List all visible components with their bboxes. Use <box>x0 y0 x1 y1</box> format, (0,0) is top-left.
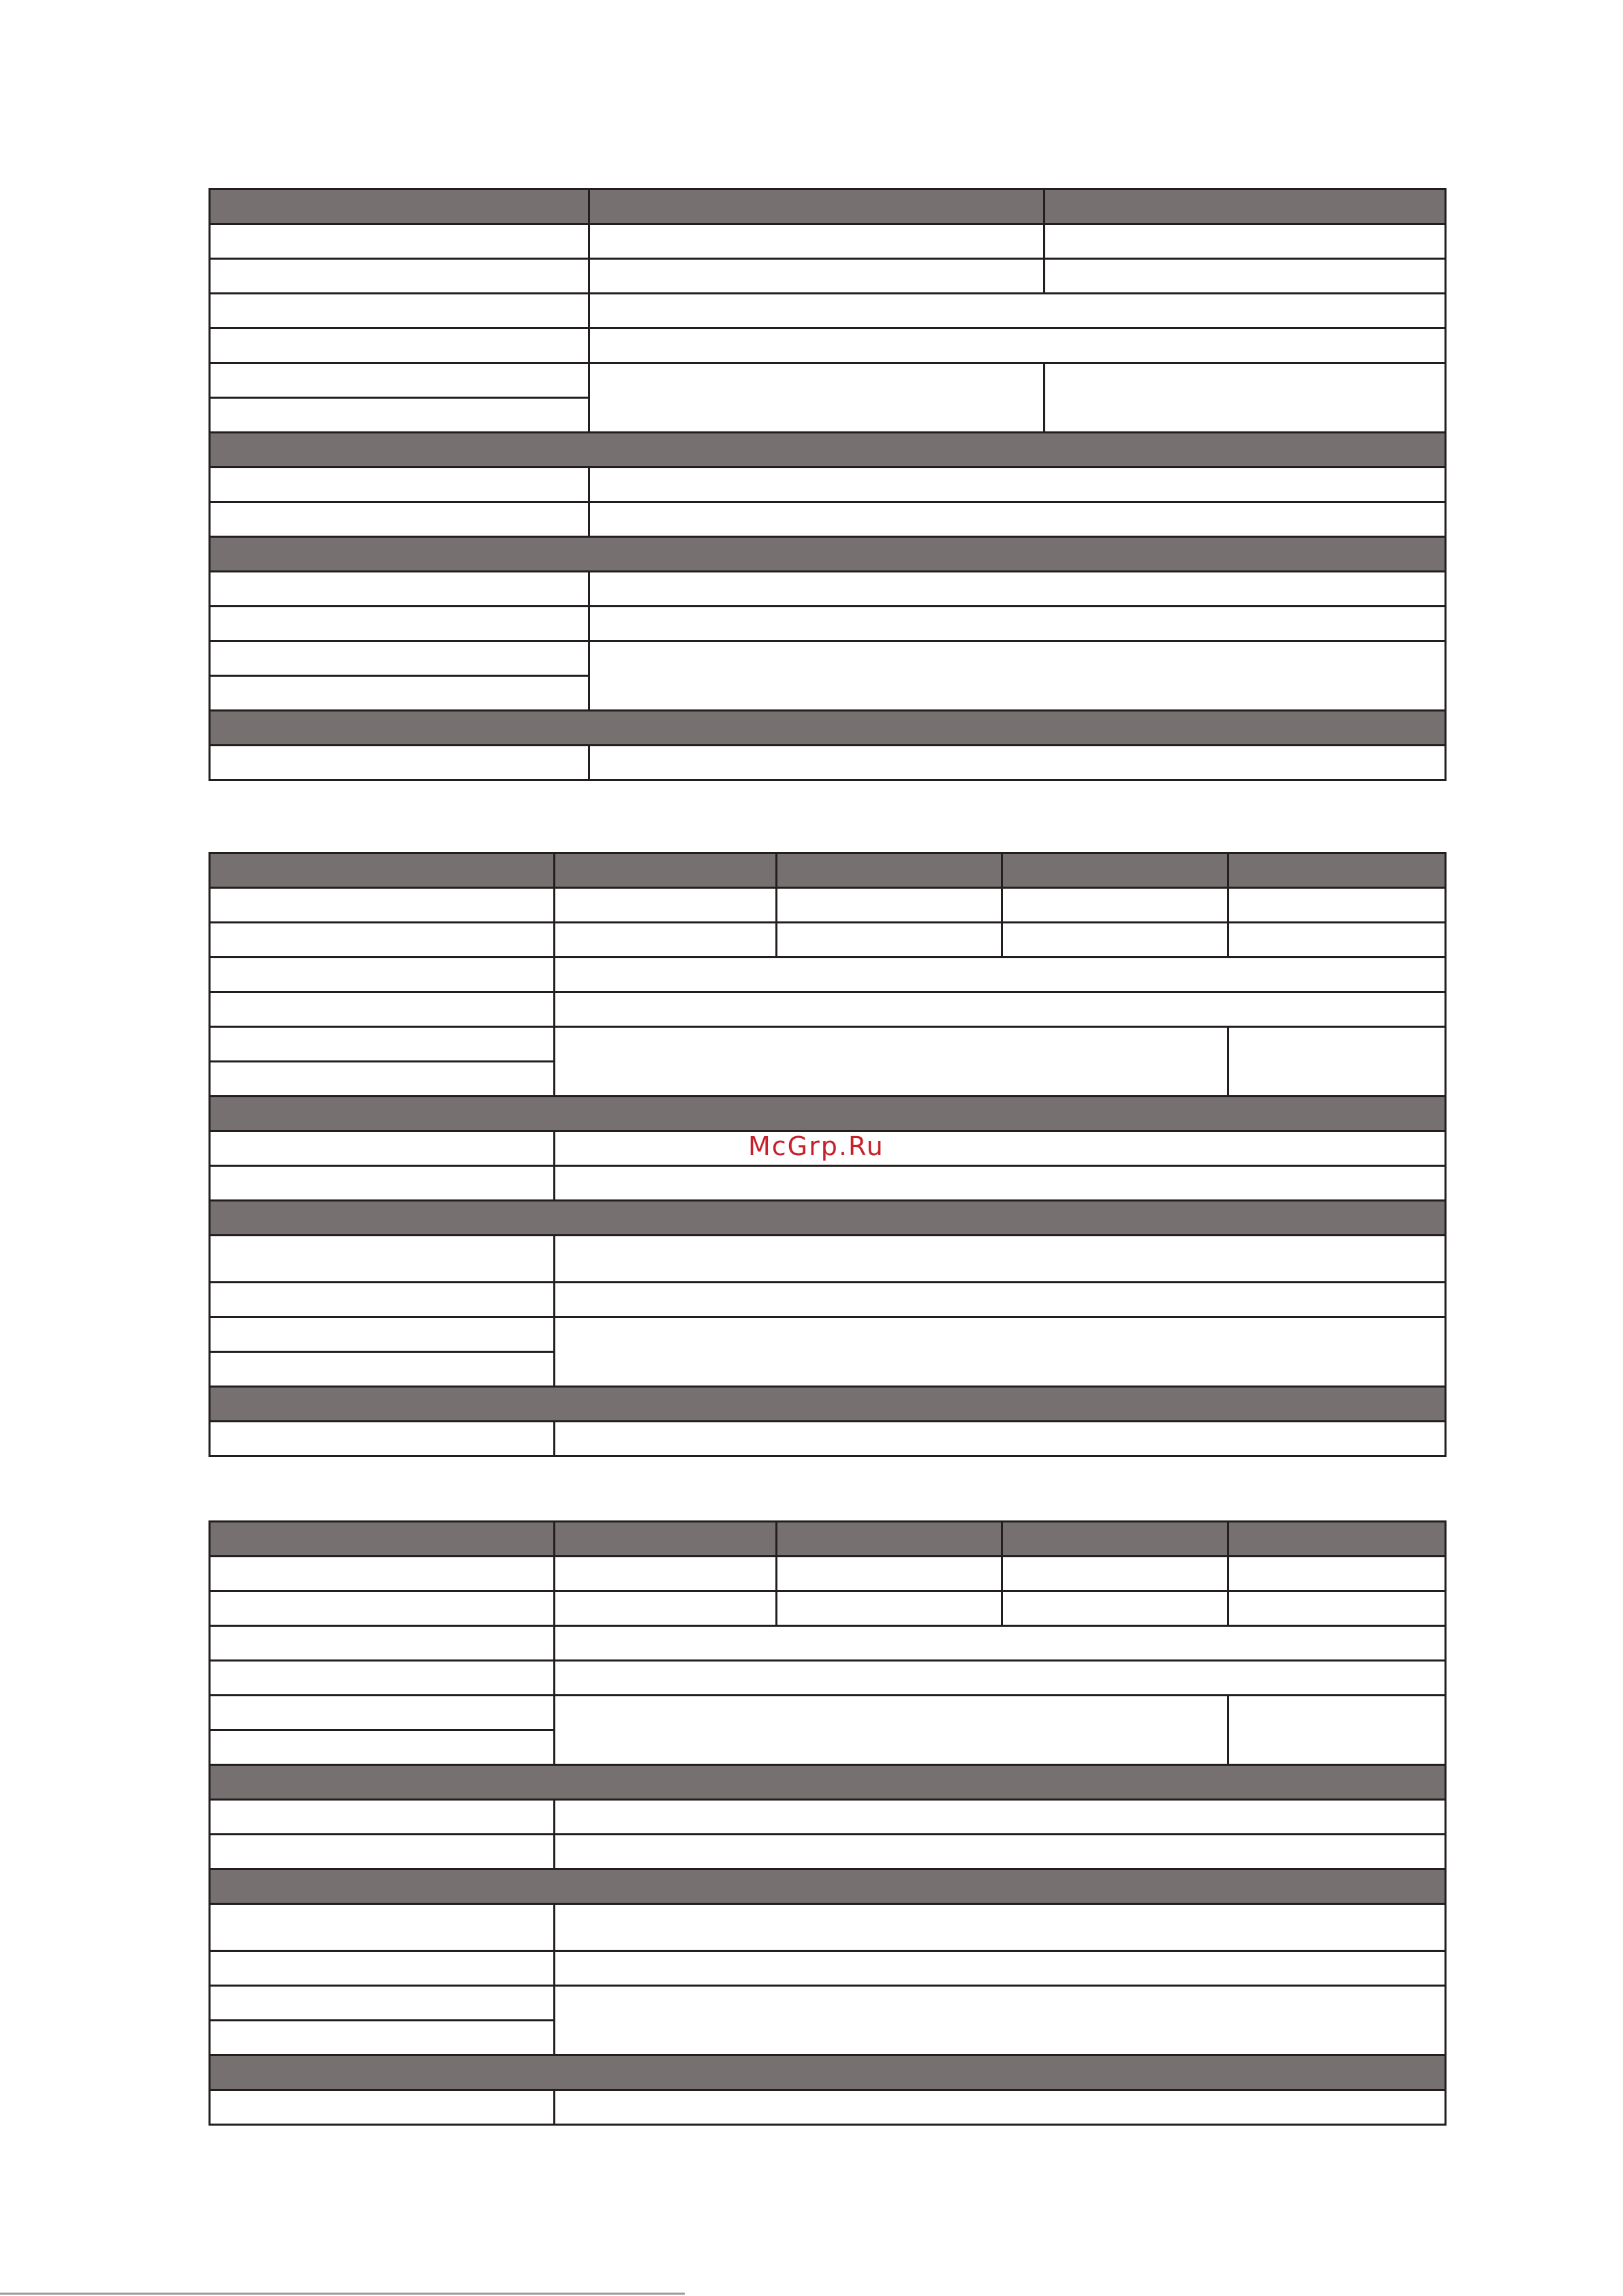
header-cell <box>555 1522 777 1557</box>
value-cell <box>589 224 1045 259</box>
section-header-row <box>210 711 1446 746</box>
table-row <box>210 259 1446 294</box>
table-row <box>210 1027 1446 1062</box>
label-cell <box>210 572 589 607</box>
header-cell <box>1002 1522 1228 1557</box>
table-row <box>210 958 1446 992</box>
value-cell <box>589 641 1446 711</box>
table-row <box>210 1166 1446 1201</box>
table-row <box>210 1661 1446 1696</box>
label-cell <box>210 992 555 1027</box>
table-row <box>210 888 1446 923</box>
section-header-row <box>210 1201 1446 1236</box>
value-cell <box>589 328 1446 363</box>
table-row <box>210 328 1446 363</box>
value-cell <box>555 1166 1446 1201</box>
section-header-cell <box>210 537 1446 572</box>
section-header-cell <box>210 2055 1446 2090</box>
table-header-row <box>210 853 1446 888</box>
value-cell <box>555 1283 1446 1317</box>
value-cell <box>1045 363 1446 433</box>
table-row <box>210 1800 1446 1835</box>
table-row <box>210 224 1446 259</box>
value-cell <box>555 1422 1446 1456</box>
table-row <box>210 1626 1446 1661</box>
value-cell <box>555 923 777 958</box>
label-cell <box>210 1236 555 1283</box>
header-cell <box>777 1522 1002 1557</box>
value-cell <box>589 607 1446 641</box>
header-cell <box>1002 853 1228 888</box>
value-cell <box>1228 1557 1446 1591</box>
section-header-row <box>210 1869 1446 1904</box>
label-cell <box>210 1696 555 1730</box>
label-cell <box>210 2090 555 2125</box>
header-cell <box>210 1522 555 1557</box>
label-cell <box>210 224 589 259</box>
header-cell <box>777 853 1002 888</box>
header-cell <box>555 853 777 888</box>
header-cell <box>210 853 555 888</box>
value-cell <box>555 1591 777 1626</box>
header-cell <box>1228 1522 1446 1557</box>
table-row <box>210 1422 1446 1456</box>
value-cell <box>555 1557 777 1591</box>
table-row <box>210 294 1446 328</box>
value-cell <box>589 746 1446 780</box>
value-cell <box>1228 1696 1446 1765</box>
table-row <box>210 1951 1446 1986</box>
header-cell <box>1045 189 1446 224</box>
label-cell <box>210 294 589 328</box>
label-cell <box>210 746 589 780</box>
section-header-cell <box>210 433 1446 468</box>
label-cell <box>210 363 589 398</box>
label-cell <box>210 1626 555 1661</box>
label-cell <box>210 1951 555 1986</box>
table-row <box>210 1557 1446 1591</box>
section-header-row <box>210 2055 1446 2090</box>
value-cell <box>589 363 1045 433</box>
label-cell <box>210 1062 555 1097</box>
value-cell <box>555 1317 1446 1387</box>
value-cell <box>555 992 1446 1027</box>
table-row <box>210 1835 1446 1869</box>
section-header-row <box>210 1387 1446 1422</box>
value-cell <box>555 1835 1446 1869</box>
section-header-cell <box>210 1869 1446 1904</box>
label-cell <box>210 1131 555 1166</box>
section-header-cell <box>210 1765 1446 1800</box>
table-row <box>210 746 1446 780</box>
label-cell <box>210 1835 555 1869</box>
table-row <box>210 1986 1446 2021</box>
table-row <box>210 607 1446 641</box>
value-cell <box>555 2090 1446 2125</box>
label-cell <box>210 1352 555 1387</box>
footer-divider <box>0 2293 685 2295</box>
label-cell <box>210 468 589 502</box>
section-header-row <box>210 433 1446 468</box>
table-row <box>210 363 1446 398</box>
table-row <box>210 1696 1446 1730</box>
value-cell <box>589 468 1446 502</box>
table-row <box>210 641 1446 676</box>
section-header-cell <box>210 711 1446 746</box>
table-row <box>210 992 1446 1027</box>
section-header-row <box>210 537 1446 572</box>
value-cell <box>1045 224 1446 259</box>
label-cell <box>210 923 555 958</box>
header-cell <box>210 189 589 224</box>
table-row <box>210 1236 1446 1283</box>
label-cell <box>210 958 555 992</box>
table-row <box>210 1283 1446 1317</box>
table-row <box>210 1904 1446 1951</box>
value-cell <box>555 1904 1446 1951</box>
label-cell <box>210 888 555 923</box>
watermark-text: McGrp.Ru <box>748 1131 884 1161</box>
value-cell <box>1228 923 1446 958</box>
label-cell <box>210 1800 555 1835</box>
label-cell <box>210 1986 555 2021</box>
value-cell <box>777 1591 1002 1626</box>
value-cell <box>777 1557 1002 1591</box>
value-cell <box>1228 1027 1446 1097</box>
table-header-row <box>210 1522 1446 1557</box>
table-row <box>210 468 1446 502</box>
table-row <box>210 1591 1446 1626</box>
value-cell <box>777 888 1002 923</box>
value-cell <box>777 923 1002 958</box>
value-cell <box>555 1626 1446 1661</box>
label-cell <box>210 641 589 676</box>
label-cell <box>210 2021 555 2055</box>
label-cell <box>210 502 589 537</box>
label-cell <box>210 1661 555 1696</box>
label-cell <box>210 1166 555 1201</box>
value-cell <box>555 958 1446 992</box>
value-cell <box>589 502 1446 537</box>
label-cell <box>210 259 589 294</box>
value-cell <box>1045 259 1446 294</box>
table-row <box>210 2090 1446 2125</box>
value-cell <box>555 1696 1228 1765</box>
value-cell <box>555 1027 1228 1097</box>
table-row <box>210 1317 1446 1352</box>
value-cell <box>555 888 777 923</box>
label-cell <box>210 1317 555 1352</box>
value-cell <box>555 1986 1446 2055</box>
value-cell <box>555 1661 1446 1696</box>
label-cell <box>210 328 589 363</box>
section-header-row <box>210 1097 1446 1131</box>
label-cell <box>210 398 589 433</box>
value-cell <box>589 294 1446 328</box>
label-cell <box>210 1730 555 1765</box>
table-row <box>210 572 1446 607</box>
label-cell <box>210 676 589 711</box>
value-cell <box>555 1951 1446 1986</box>
section-header-cell <box>210 1201 1446 1236</box>
section-header-cell <box>210 1387 1446 1422</box>
label-cell <box>210 1027 555 1062</box>
value-cell <box>1002 888 1228 923</box>
value-cell <box>555 1800 1446 1835</box>
value-cell <box>1228 1591 1446 1626</box>
value-cell <box>1228 888 1446 923</box>
value-cell <box>589 572 1446 607</box>
value-cell <box>1002 923 1228 958</box>
section-header-row <box>210 1765 1446 1800</box>
spec-table-3 <box>208 1520 1447 2126</box>
value-cell <box>1002 1591 1228 1626</box>
header-cell <box>589 189 1045 224</box>
label-cell <box>210 1904 555 1951</box>
value-cell <box>589 259 1045 294</box>
value-cell <box>555 1131 1446 1166</box>
label-cell <box>210 1283 555 1317</box>
section-header-cell <box>210 1097 1446 1131</box>
value-cell <box>555 1236 1446 1283</box>
label-cell <box>210 1591 555 1626</box>
table-header-row <box>210 189 1446 224</box>
spec-table-1 <box>208 188 1447 781</box>
label-cell <box>210 1557 555 1591</box>
header-cell <box>1228 853 1446 888</box>
table-row <box>210 502 1446 537</box>
table-row <box>210 923 1446 958</box>
value-cell <box>1002 1557 1228 1591</box>
label-cell <box>210 1422 555 1456</box>
label-cell <box>210 607 589 641</box>
